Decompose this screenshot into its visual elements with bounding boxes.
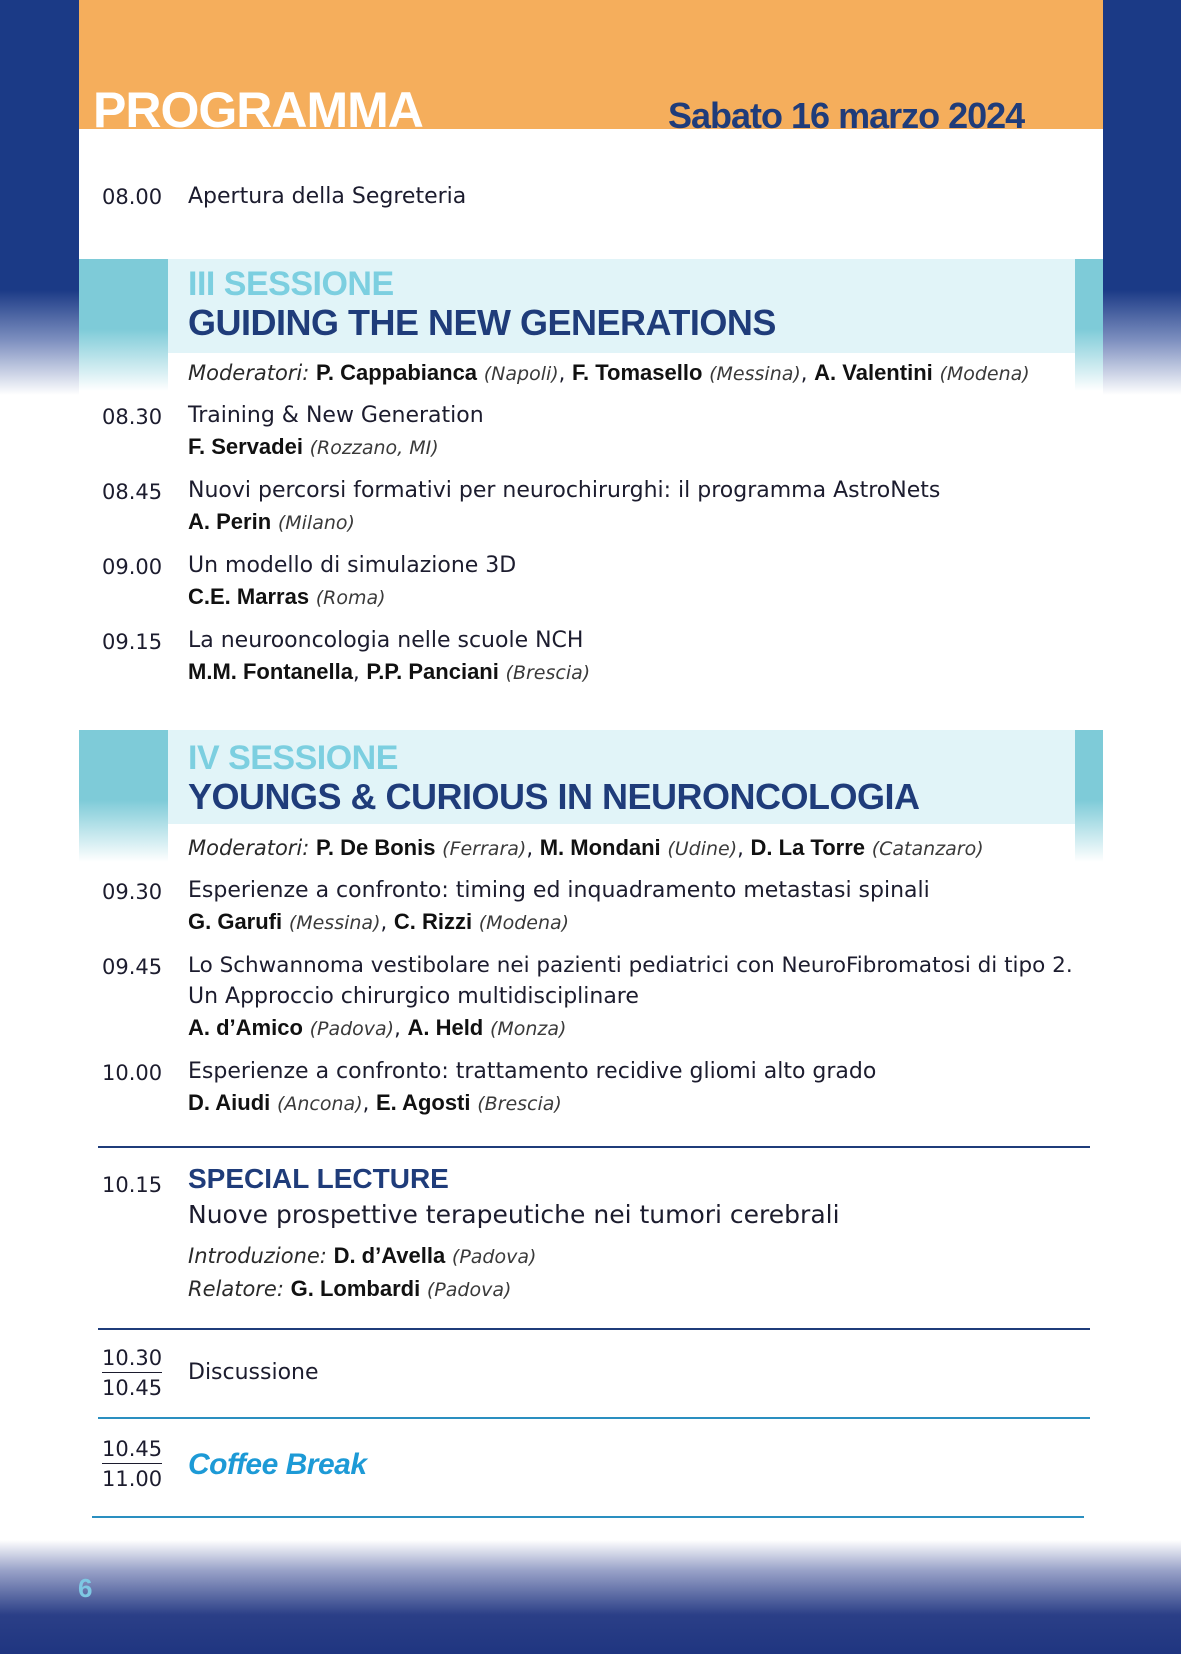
- talk-speakers: D. Aiudi (Ancona), E. Agosti (Brescia): [188, 1090, 562, 1115]
- moderator-name: P. Cappabianca: [316, 360, 478, 385]
- discussion-title: Discussione: [188, 1360, 319, 1385]
- time-end: 10.45: [102, 1376, 163, 1400]
- page-number: 6: [78, 1573, 93, 1603]
- speaker-name: C.E. Marras: [188, 584, 310, 609]
- speaker-name: P.P. Panciani: [366, 659, 499, 684]
- talk-title: Nuovi percorsi formativi per neurochirurghi: il programma AstroNets: [188, 478, 941, 503]
- moderator-city: (Messina): [709, 363, 801, 385]
- coffee-time: [102, 1437, 163, 1491]
- bottom-background: [0, 1540, 1181, 1654]
- talk-time: 09.30: [102, 880, 163, 904]
- moderator-city: (Udine): [667, 838, 738, 860]
- talk-time: 09.00: [102, 555, 163, 579]
- moderators-label: Moderatori:: [188, 361, 310, 385]
- talk-time: 10.00: [102, 1061, 163, 1085]
- speaker-name: A. Held: [407, 1015, 484, 1040]
- session-4-title: YOUNGS & CURIOUS IN NEURONCOLOGIA: [188, 776, 920, 817]
- special-lecture-title: Nuove prospettive terapeutiche nei tumori cerebrali: [188, 1200, 840, 1229]
- divider-rule: [98, 1328, 1090, 1330]
- opening-title: Apertura della Segreteria: [188, 184, 467, 209]
- special-speaker: [188, 1276, 511, 1302]
- session-4-moderators: Moderatori: P. De Bonis (Ferrara), M. Mondani (Udine), D. La Torre (Catanzaro): [188, 835, 984, 860]
- talk-title: Esperienze a confronto: trattamento recidive gliomi alto grado: [188, 1059, 877, 1084]
- speaker-city: (Monza): [489, 1018, 567, 1040]
- session-4-number: IV SESSIONE: [188, 739, 398, 777]
- speaker-city: (Milano): [277, 512, 355, 534]
- speaker-name: G. Lombardi: [290, 1276, 421, 1301]
- session-3-title: GUIDING THE NEW GENERATIONS: [188, 302, 776, 343]
- talk-time: 08.30: [102, 405, 163, 429]
- talk-title-line-2: Un Approccio chirurgico multidisciplinare: [188, 984, 639, 1009]
- divider-rule: [92, 1516, 1084, 1518]
- intro-city: (Padova): [451, 1246, 537, 1268]
- moderator-name: P. De Bonis: [316, 835, 436, 860]
- talk-title: Lo Schwannoma vestibolare nei pazienti pediatrici con NeuroFibromatosi di tipo 2.: [188, 953, 1073, 978]
- page-title: PROGRAMMA: [93, 82, 423, 129]
- talk-speakers: [188, 584, 386, 610]
- talk-speakers: M.M. Fontanella, P.P. Panciani (Brescia): [188, 659, 591, 684]
- speaker-city: (Messina): [288, 912, 381, 934]
- moderator-name: A. Valentini: [814, 360, 933, 385]
- opening-time: 08.00: [102, 185, 163, 209]
- talk-title: La neurooncologia nelle scuole NCH: [188, 628, 584, 653]
- special-lecture-label: SPECIAL LECTURE: [188, 1163, 449, 1194]
- time-start: 10.45: [102, 1437, 162, 1464]
- moderator-name: F. Tomasello: [572, 360, 703, 385]
- speaker-name: A. Perin: [188, 509, 272, 534]
- talk-title: Un modello di simulazione 3D: [188, 553, 517, 578]
- discussion-time: [102, 1346, 163, 1400]
- talk-speakers: [188, 509, 355, 535]
- session-3-left-block: [79, 259, 168, 391]
- speaker-name: A. d’Amico: [188, 1015, 303, 1040]
- speaker-city: (Ancona): [276, 1093, 363, 1115]
- moderator-name: D. La Torre: [750, 835, 866, 860]
- speaker-city: (Padova): [309, 1018, 395, 1040]
- speaker-city: (Brescia): [477, 1093, 562, 1115]
- coffee-break-label: Coffee Break: [188, 1448, 367, 1481]
- moderator-city: (Catanzaro): [871, 838, 984, 860]
- speaker-city: (Roma): [315, 587, 386, 609]
- talk-speakers: G. Garufi (Messina), C. Rizzi (Modena): [188, 909, 570, 934]
- time-end: 11.00: [102, 1467, 163, 1491]
- moderator-city: (Modena): [939, 363, 1030, 385]
- speaker-city: (Modena): [478, 912, 570, 934]
- talk-time: 08.45: [102, 480, 163, 504]
- talk-title: Training & New Generation: [188, 403, 484, 428]
- speaker-name: C. Rizzi: [393, 909, 473, 934]
- speaker-name: G. Garufi: [188, 909, 283, 934]
- speaker-name: F. Servadei: [188, 434, 303, 459]
- special-time: 10.15: [102, 1173, 163, 1197]
- divider-rule: [98, 1417, 1090, 1419]
- speaker-name: M.M. Fontanella: [188, 659, 353, 684]
- talk-title: Esperienze a confronto: timing ed inquadramento metastasi spinali: [188, 878, 930, 903]
- talk-speakers: [188, 434, 439, 460]
- session-3-number: III SESSIONE: [188, 265, 394, 303]
- divider-rule: [98, 1146, 1090, 1148]
- event-date: Sabato 16 marzo 2024: [668, 95, 1025, 136]
- moderator-city: (Napoli): [483, 363, 559, 385]
- speaker-city: (Rozzano, MI): [309, 437, 439, 459]
- session-4-right-block: [1075, 730, 1103, 862]
- moderators-label: Moderatori:: [188, 836, 310, 860]
- talk-time: 09.15: [102, 630, 163, 654]
- session-4-left-block: [79, 730, 168, 862]
- session-3-moderators: Moderatori: P. Cappabianca (Napoli), F. Tomasello (Messina), A. Valentini (Modena): [188, 360, 1030, 385]
- intro-label: Introduzione:: [188, 1244, 327, 1268]
- speaker-city: (Brescia): [505, 662, 591, 684]
- talk-time: 09.45: [102, 955, 163, 979]
- moderator-name: M. Mondani: [539, 835, 661, 860]
- speaker-city: (Padova): [426, 1279, 512, 1301]
- intro-name: D. d’Avella: [333, 1243, 446, 1268]
- special-introduction: [188, 1243, 536, 1269]
- speaker-label: Relatore:: [188, 1277, 284, 1301]
- moderator-city: (Ferrara): [442, 838, 527, 860]
- time-start: 10.30: [102, 1346, 162, 1373]
- speaker-name: E. Agosti: [375, 1090, 471, 1115]
- talk-speakers: A. d’Amico (Padova), A. Held (Monza): [188, 1015, 567, 1040]
- speaker-name: D. Aiudi: [188, 1090, 271, 1115]
- session-3-right-block: [1075, 259, 1103, 391]
